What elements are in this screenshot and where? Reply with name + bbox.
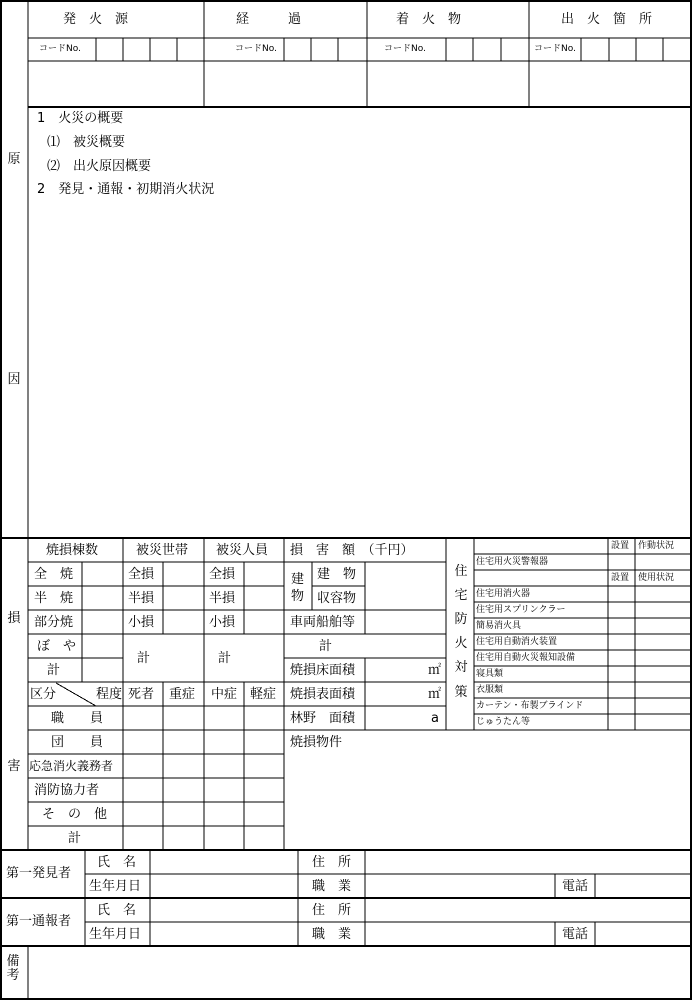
summary-line-2: ⑴ 被災概要 [47,135,126,150]
reporter-label: 第一通報者 [6,914,72,929]
row-bubunsho: 部分焼 [34,615,74,630]
row-boya: ぼ や [37,639,77,654]
fp-title-2: 宅 [454,588,468,603]
row-hansho: 半 焼 [34,591,74,606]
fp-item-auto-alarm: 住宅用自動火災報知設備 [476,653,576,663]
fp-shiyo: 使用状況 [638,573,675,583]
side-label-son: 損 [7,611,21,626]
surface-area-unit: ㎡ [428,687,442,702]
casualty-category: 区分 [30,687,57,702]
reporter-address-label: 住 所 [312,903,352,918]
casualty-obligated: 応急消火義務者 [29,759,114,773]
pp-shoson: 小損 [209,615,236,630]
code-label: コードNo. [235,44,277,54]
row-zensho: 全 焼 [34,567,74,582]
fp-setchi-1: 設置 [611,541,630,551]
discoverer-name-label: 氏 名 [97,855,137,870]
discoverer-job-label: 職 業 [312,879,352,894]
forest-area-unit: a [431,711,439,726]
casualty-degree: 程度 [96,687,123,702]
burned-property-label: 焼損物件 [290,735,343,750]
casualty-staff: 職 員 [51,711,104,726]
fp-item-auto-ext: 住宅用自動消火装置 [476,637,558,647]
amount-total: 計 [319,639,333,654]
casualty-members: 団 員 [51,735,104,750]
fp-title-1: 住 [454,564,468,579]
side-label-in: 因 [7,372,21,387]
fp-item-extinguisher: 住宅用消火器 [476,589,531,599]
forest-area-label: 林野 面積 [290,711,356,726]
floor-area-label: 焼損床面積 [290,663,356,678]
pp-total: 計 [218,651,232,666]
summary-line-1: 1 火災の概要 [37,111,124,126]
amount-contents: 収容物 [317,591,357,606]
casualty-moderate: 中症 [211,687,238,702]
fp-sado: 作動状況 [638,541,675,551]
casualty-dead: 死者 [128,687,155,702]
amount-vehicles: 車両船舶等 [290,615,356,630]
header-burned-buildings: 焼損棟数 [46,543,99,558]
hh-hanson: 半損 [128,591,155,606]
fp-setchi-2: 設置 [611,573,630,583]
discoverer-phone-label: 電話 [562,879,589,894]
casualty-cooperators: 消防協力者 [34,783,100,798]
header-origin-location: 出 火 箇 所 [561,12,653,27]
fp-title-3: 防 [454,612,468,627]
summary-line-4: 2 発見・通報・初期消火状況 [37,182,215,197]
side-label-gai: 害 [7,759,21,774]
reporter-job-label: 職 業 [312,927,352,942]
fp-item-alarm: 住宅用火災警報器 [476,557,549,567]
summary-line-3: ⑵ 出火原因概要 [47,159,152,174]
code-label: コードNo. [534,44,576,54]
header-first-ignited: 着 火 物 [396,12,462,27]
discoverer-label: 第一発見者 [6,866,72,881]
surface-area-label: 焼損表面積 [290,687,356,702]
reporter-name-label: 氏 名 [97,903,137,918]
reporter-phone-label: 電話 [562,927,589,942]
discoverer-address-label: 住 所 [312,855,352,870]
fp-item-bedding: 寝具類 [476,669,504,679]
fp-title-6: 策 [454,685,468,700]
header-damage-amount: 損 害 額 （千円） [290,543,414,558]
discoverer-dob-label: 生年月日 [89,879,142,894]
reporter-dob-label: 生年月日 [89,927,142,942]
fp-title-5: 対 [454,660,468,675]
header-ignition-source: 発 火 源 [63,12,129,27]
header-affected-households: 被災世帯 [136,543,189,558]
hh-shoson: 小損 [128,615,155,630]
casualty-others: そ の 他 [42,807,108,822]
amount-building-label: 建物 [291,572,305,604]
header-affected-people: 被災人員 [216,543,269,558]
casualty-minor: 軽症 [250,687,277,702]
header-process: 経 過 [236,12,302,27]
pp-hanson: 半損 [209,591,236,606]
fp-item-simple: 簡易消火具 [476,621,522,631]
row-buildings-total: 計 [47,663,61,678]
casualty-total: 計 [68,831,82,846]
casualty-severe: 重症 [169,687,196,702]
side-label-gen: 原 [7,152,21,167]
side-label-bikou: 備考 [6,954,20,984]
floor-area-unit: ㎡ [428,663,442,678]
hh-zenson: 全損 [128,567,155,582]
hh-total: 計 [137,651,151,666]
fp-item-carpet: じゅうたん等 [476,717,531,727]
code-label: コードNo. [39,44,81,54]
fp-title-4: 火 [454,636,468,651]
fp-item-clothing: 衣服類 [476,685,504,695]
amount-building: 建 物 [317,567,357,582]
pp-zenson: 全損 [209,567,236,582]
fp-item-sprinkler: 住宅用スプリンクラー [476,605,566,615]
code-label: コードNo. [384,44,426,54]
fp-item-curtain: カーテン・布製ブラインド [476,701,584,711]
